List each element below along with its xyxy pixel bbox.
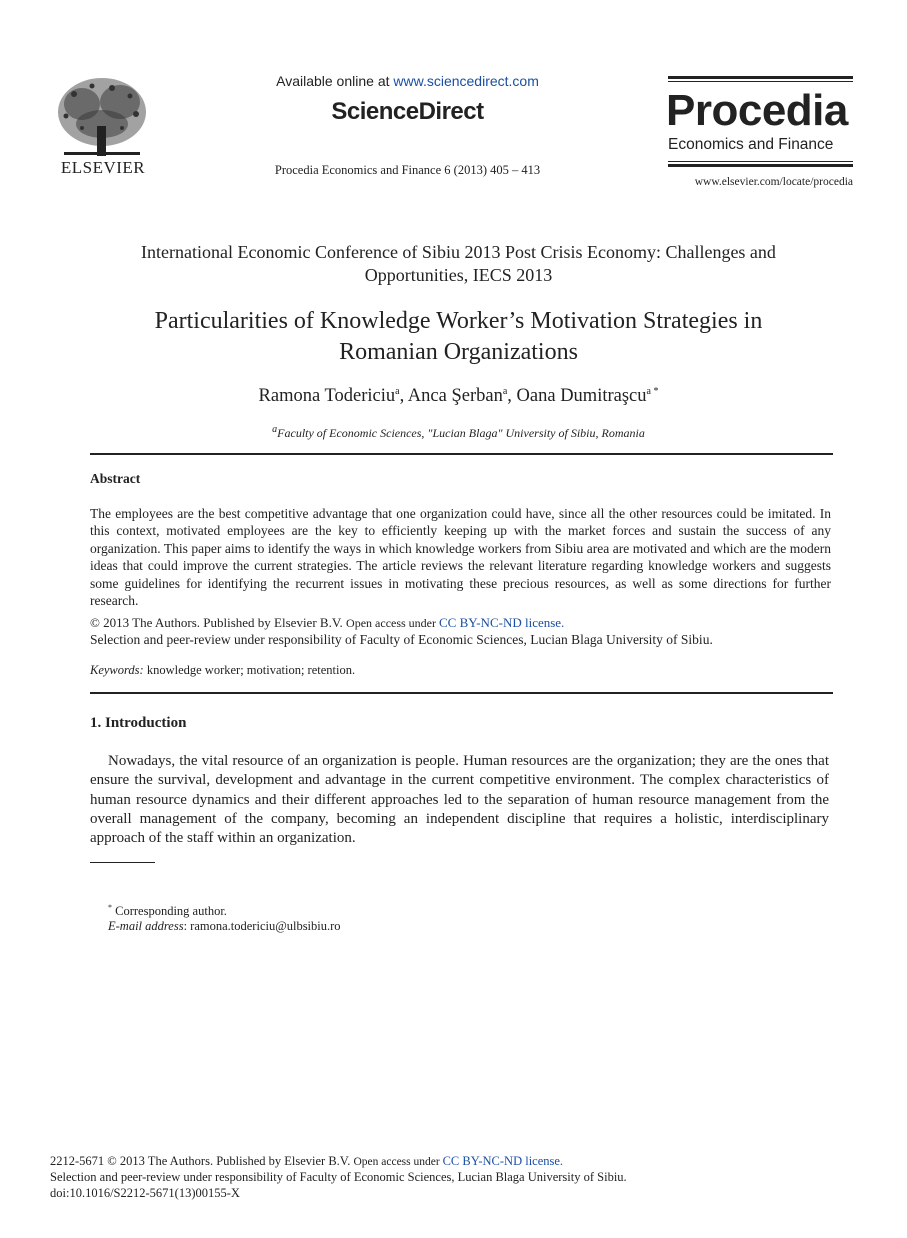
procedia-logo: Procedia xyxy=(666,86,848,135)
author-affiliation-mark: a * xyxy=(646,386,659,397)
title-line: Particularities of Knowledge Worker’s Motivation Strategies in xyxy=(154,308,763,334)
available-online-line xyxy=(200,73,615,89)
copyright-line xyxy=(90,615,564,631)
abstract-top-rule xyxy=(90,453,833,455)
footnote-rule xyxy=(90,862,155,863)
abstract-bottom-rule xyxy=(90,692,833,694)
footer-open-access-text: Open access under xyxy=(353,1156,443,1168)
author-name: Oana Dumitraşcu xyxy=(516,386,647,407)
sciencedirect-logo: ScienceDirect xyxy=(331,98,484,125)
author-list xyxy=(90,386,827,407)
procedia-rule xyxy=(668,164,853,167)
title-line: Romanian Organizations xyxy=(339,339,578,365)
affiliation xyxy=(90,424,827,441)
elsevier-wordmark: ELSEVIER xyxy=(60,158,146,177)
footer-license-link[interactable]: CC BY-NC-ND license. xyxy=(442,1154,564,1168)
author-name: Anca Şerban xyxy=(407,386,503,407)
procedia-rule xyxy=(668,76,853,79)
peer-review-line: Selection and peer-review under responsibility of Faculty of Economic Sciences, Lucian Blaga University of Sibiu. xyxy=(90,632,713,647)
footnote-text: Corresponding author. xyxy=(112,904,227,919)
introduction-body: Nowadays, the vital resource of an organization is people. Human resources are the organization; they are the ones that ensure the survival, development and advantage in the current competitive environment. The complex characteristics of human resource dynamics and their different approaches led to the separation of human resource management from the overall management of the company, becoming an independent discipline that requires a holistic, interdisciplinary approach of the staff within an organization. xyxy=(90,753,829,847)
keywords-list: knowledge worker; motivation; retention. xyxy=(143,663,356,677)
author-affiliation-mark: a xyxy=(502,386,508,397)
license-link[interactable]: CC BY-NC-ND license. xyxy=(439,615,565,630)
email-footnote xyxy=(108,919,341,934)
keywords-line xyxy=(90,663,355,678)
abstract-heading: Abstract xyxy=(90,471,141,486)
available-prefix: Available online at xyxy=(276,73,394,89)
procedia-rule xyxy=(668,81,853,82)
conference-line: Opportunities, IECS 2013 xyxy=(364,265,553,285)
footer-peer-review-line: Selection and peer-review under responsibility of Faculty of Economic Sciences, Lucian Blaga University of Sibiu. xyxy=(50,1170,627,1184)
procedia-rule xyxy=(668,161,853,162)
corresponding-author-footnote xyxy=(108,903,227,919)
abstract-body: The employees are the best competitive advantage that one organization could have, since all the other resources could be imitated. In this context, motivated employees are the key to efficiently keeping up with the market forces and sustain the success of any organization. This paper aims to identify the ways in which knowledge workers from Sibiu area are motivated and which are the modern ideas that could improve the current strategies. The article reviews the relevant literature regarding knowledge workers and suggests some guidelines for identifying the recurrent issues in motivating these precious resources, as well as some directions for further research. xyxy=(90,506,831,609)
footer-issn-text: 2212-5671 © 2013 The Authors. Published by Elsevier B.V. xyxy=(50,1154,354,1168)
copyright-text: © 2013 The Authors. Published by Elsevier B.V. xyxy=(90,615,347,630)
footer-doi[interactable]: doi:10.1016/S2212-5671(13)00155-X xyxy=(50,1186,240,1200)
email-address[interactable]: : ramona.todericiu@ulbsibiu.ro xyxy=(183,919,341,933)
keywords-label: Keywords: xyxy=(90,663,144,677)
author-name: Ramona Todericiu xyxy=(258,386,396,407)
affiliation-mark: a xyxy=(272,424,278,435)
section-heading-introduction: 1. Introduction xyxy=(90,715,187,731)
footer-issn-line xyxy=(50,1154,563,1169)
paper-title xyxy=(90,306,827,368)
author-separator: , xyxy=(507,386,517,407)
sciencedirect-link[interactable]: www.sciencedirect.com xyxy=(393,73,539,89)
affiliation-text: Faculty of Economic Sciences, "Lucian Blaga" University of Sibiu, Romania xyxy=(277,426,645,440)
procedia-subtitle: Economics and Finance xyxy=(668,136,834,153)
author-affiliation-mark: a xyxy=(395,386,400,397)
journal-reference: Procedia Economics and Finance 6 (2013) 405 – 413 xyxy=(274,163,541,177)
author-separator: , xyxy=(399,386,408,407)
conference-line: International Economic Conference of Sibiu 2013 Post Crisis Economy: Challenges and xyxy=(141,242,776,262)
email-label: E-mail address xyxy=(108,919,184,933)
conference-name xyxy=(90,241,827,287)
footnote-mark: * xyxy=(108,903,112,912)
journal-url[interactable]: www.elsevier.com/locate/procedia xyxy=(694,176,853,188)
open-access-text: Open access under xyxy=(346,616,440,630)
